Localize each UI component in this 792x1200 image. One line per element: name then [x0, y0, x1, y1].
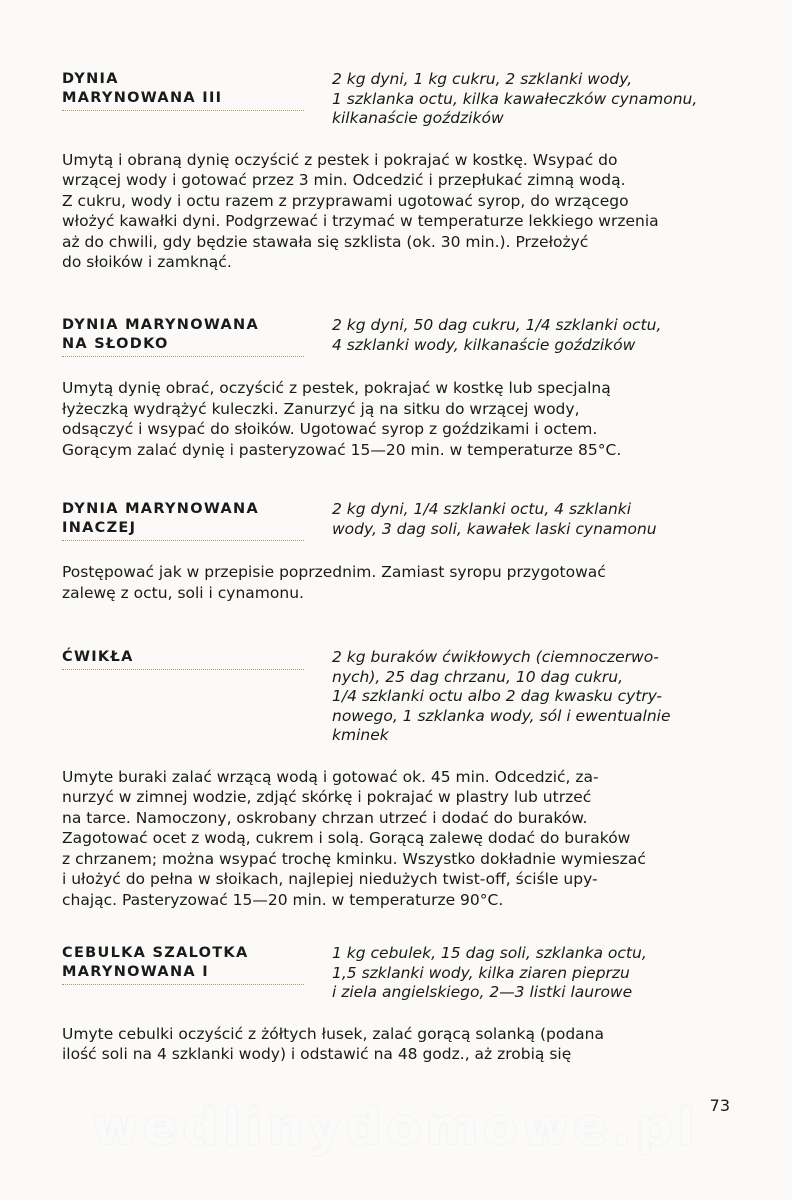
dotted-rule: [62, 356, 304, 357]
title-line: DYNIA MARYNOWANA: [62, 501, 259, 517]
title-line: INACZEJ: [62, 520, 137, 536]
recipe-dynia-marynowana-iii: [62, 70, 730, 273]
recipe-title: [62, 500, 304, 541]
watermark: wedlinydomowe.pl: [92, 1098, 700, 1156]
ingredients: 2 kg dyni, 1/4 szklanki octu, 4 szklanki wody, 3 dag soli, kawałek laski cynamonu: [332, 500, 657, 538]
ingredients: 2 kg dyni, 50 dag cukru, 1/4 szklanki octu, 4 szklanki wody, kilkanaście goździków: [332, 316, 662, 354]
instructions: Umyte cebulki oczyścić z żółtych łusek, zalać gorącą solanką (podana ilość soli na 4 szklanki wody) i odstawić na 48 godz., aż zrobią się: [62, 1024, 604, 1063]
title-line: DYNIA: [62, 71, 119, 87]
recipe-title: [62, 316, 304, 357]
recipe-dynia-marynowana-inaczej: [62, 500, 730, 603]
recipe-title: [62, 648, 304, 670]
title-line: CEBULKA SZALOTKA: [62, 945, 249, 961]
title-line: ĆWIKŁA: [62, 649, 134, 665]
recipe-cwikla: [62, 648, 730, 910]
instructions: Postępować jak w przepisie poprzednim. Zamiast syropu przygotować zalewę z octu, soli i cynamonu.: [62, 563, 606, 602]
ingredients: 2 kg buraków ćwikłowych (ciemnoczerwo- nych), 25 dag chrzanu, 10 dag cukru, 1/4 szklanki octu albo 2 dag kwasku cytry- nowego, 1 szklanka wody, sól i ewentualnie kminek: [332, 648, 671, 744]
ingredients: 1 kg cebulek, 15 dag soli, szklanka octu, 1,5 szklanki wody, kilka ziaren pieprzu i ziela angielskiego, 2—3 listki laurowe: [332, 944, 647, 1001]
instructions: Umytą dynię obrać, oczyścić z pestek, pokrajać w kostkę lub specjalną łyżeczką wydrążyć kuleczki. Zanurzyć ją na sitku do wrzącej wody, odsączyć i wsypać do słoików. Ugotować syrop z goździkami i octem. Gorącym zalać dynię i pasteryzować 15—20 min. w temperaturze 85°C.: [62, 379, 622, 459]
ingredients: 2 kg dyni, 1 kg cukru, 2 szklanki wody, 1 szklanka octu, kilka kawałeczków cynamonu, kilkanaście goździków: [332, 70, 698, 127]
dotted-rule: [62, 984, 304, 985]
title-line: MARYNOWANA III: [62, 90, 223, 106]
recipe-title: [62, 70, 304, 111]
page-number: 73: [709, 1096, 730, 1115]
recipe-dynia-marynowana-na-slodko: [62, 316, 730, 460]
dotted-rule: [62, 540, 304, 541]
title-line: MARYNOWANA I: [62, 964, 209, 980]
title-line: DYNIA MARYNOWANA: [62, 317, 259, 333]
instructions: Umyte buraki zalać wrzącą wodą i gotować ok. 45 min. Odcedzić, za- nurzyć w zimnej wodzie, zdjąć skórkę i pokrajać w plastry lub utrzeć na tarce. Namoczony, oskrobany chrzan utrzeć i dodać do buraków. Zagotować ocet z wodą, cukrem i solą. Gorącą zalewę dodać do buraków z chrzanem; można wsypać trochę kminku. Wszystko dokładnie wymieszać i ułożyć do pełna w słoikach, najlepiej niedużych twist-off, ściśle upy- chając. Pasteryzować 15—20 min. w temperaturze 90°C.: [62, 767, 646, 909]
instructions: Umytą i obraną dynię oczyścić z pestek i pokrajać w kostkę. Wsypać do wrzącej wody i gotować przez 3 min. Odcedzić i przepłukać zimną wodą. Z cukru, wody i octu razem z przyprawami ugotować syrop, do wrzącego włożyć kawałki dyni. Podgrzewać i trzymać w temperaturze lekkiego wrzenia aż do chwili, gdy będzie stawała się szklista (ok. 30 min.). Przełożyć do słoików i zamknąć.: [62, 150, 659, 271]
title-line: NA SŁODKO: [62, 336, 169, 352]
recipe-title: [62, 944, 304, 985]
dotted-rule: [62, 669, 304, 670]
dotted-rule: [62, 110, 304, 111]
recipe-cebulka-szalotka-marynowana-i: [62, 944, 730, 1065]
